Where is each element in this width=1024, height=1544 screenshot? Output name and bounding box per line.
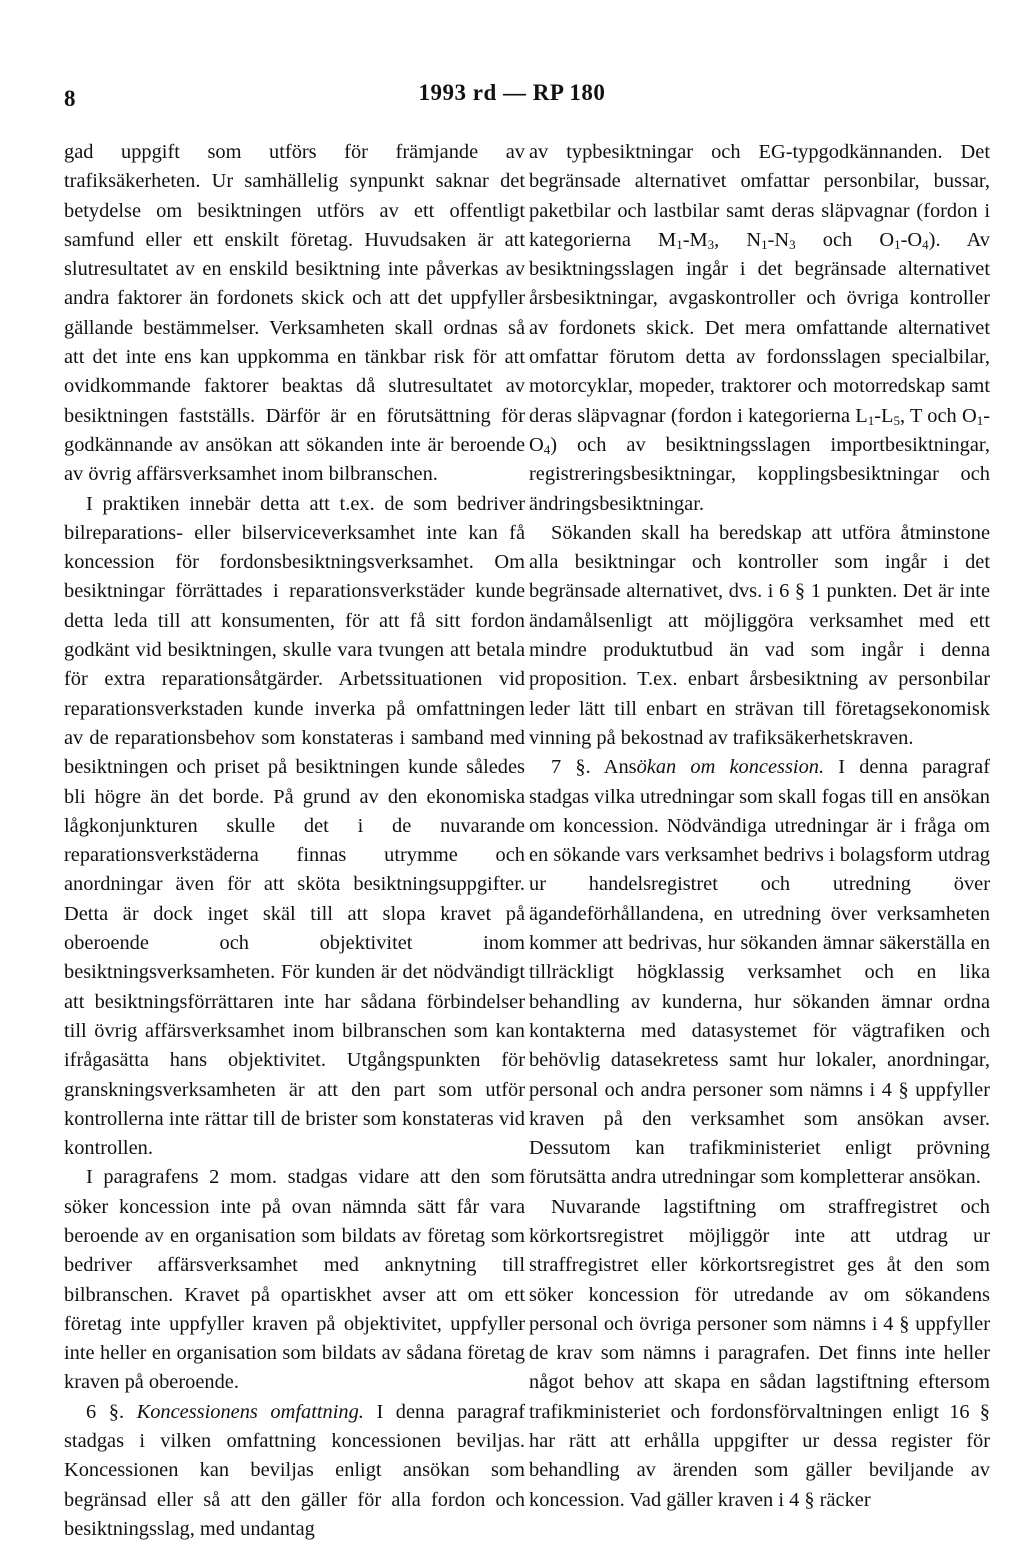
dash: -	[767, 228, 775, 251]
category-code: O	[907, 228, 923, 251]
paragraph: I paragrafens 2 mom. stadgas vidare att den som söker koncession inte på ovan nämnda sätt får vara beroende av en organisation som bildats av företag som bedriver affärsverksamhet med anknytning till bilbranschen. Kravet på opartiskhet avser att om ett företag inte uppfyller kraven på objektivitet, uppfyller inte heller en organisation som bildats av sådana företag kraven på oberoende.	[64, 1166, 525, 1394]
category-code: O	[529, 433, 544, 456]
subscript: 4	[922, 236, 929, 252]
paragraph-text: I denna paragraf stadgas vilka utredningar som skall fogas till en ansökan om koncession. Nödvändiga utredningar är i fråga om en sökande vars verksamhet bedrivs i bolagsform utdrag ur handelsregistret och utredning över ägandeförhållandena, en utredning över verksamheten kommer att bedrivas, hur sökanden ämnar säkerställa en tillräckligt högklassig verksamhet och en lika behandling av kunderna, hur sökanden ämnar ordna kontakterna med datasystemet för vägtrafiken och behövlig datasekretess samt hur lokaler, anordningar, personal och andra personer som nämns i 4 § uppfyller kraven på den verksamhet som ansökan avser. Dessutom kan trafikministeriet enligt prövning förutsätta andra utredningar som kompletterar ansökan.	[529, 756, 990, 1189]
category-code: M	[658, 228, 677, 251]
section-heading: ökan om koncession.	[636, 756, 825, 779]
category-code: M	[689, 228, 708, 251]
subscript: 5	[893, 412, 900, 428]
subscript: 4	[543, 441, 551, 457]
category-code: N	[746, 228, 762, 251]
paragraph: Sökanden skall ha beredskap att utföra åtminstone alla besiktningar och kontroller som ingår i det begränsade alternativet, dvs. i 6 § 1 punkten. Det är inte ändamålsenligt att möjliggöra verksamhet med ett mindre produktutbud än vad som ingår i denna proposition. T.ex. enbart årsbesiktning av personbilar leder lätt till enbart en strävan till företagsekonomisk vinning på bekostnad av trafiksäkerhetskraven.	[529, 521, 990, 749]
subscript: 3	[707, 236, 715, 252]
category-code: N	[774, 228, 790, 251]
running-head: 1993 rd — RP 180	[418, 80, 606, 105]
category-code: L	[855, 404, 868, 427]
category-code: O	[879, 228, 895, 251]
subscript: 1	[676, 236, 683, 252]
subscript: 1	[867, 412, 875, 428]
conjunction: och	[795, 228, 880, 251]
paragraph-text: , T och	[899, 404, 962, 427]
dash: -	[874, 404, 882, 427]
paragraph-text: ) och av besiktningsslagen importbesiktningar, registreringsbesiktningar, kopplingsbesiktningar och ändringsbesiktningar.	[529, 433, 990, 515]
paragraph-text: ). Av besiktningsslagen ingår i det begränsade alternativet årsbesiktningar, avgaskontroller och övriga kontroller av fordonets skick. Det mera omfattande alternativet omfattar förutom detta av fordonsslagen specialbilar, motorcyklar, mopeder, traktorer och motorredskap samt deras släpvagnar (fordon i kategorierna	[529, 228, 990, 427]
section-number: 6 §.	[86, 1400, 125, 1423]
paragraph: gad uppgift som utförs för främjande av trafiksäkerheten. Ur samhällelig synpunkt saknar det betydelse om besiktningen utförs av ett offentligt samfund eller ett enskilt företag. Huvudsaken är att slutresultatet av en enskild besiktning inte påverkas av andra faktorer än fordonets skick och att det uppfyller gällande bestämmelser. Verksamheten skall ordnas så att det inte ens kan uppkomma en tänkbar risk för att ovidkommande faktorer beaktas då slutresultatet av besiktningen fastställs. Därför är en förutsättning för godkännande av ansökan att sökanden inte är beroende av övrig affärsverksamhet inom bilbranschen.	[64, 141, 525, 486]
paragraph	[64, 1398, 525, 1544]
paragraph	[529, 138, 990, 519]
subscript: 3	[789, 236, 796, 252]
paragraph-text: I denna paragraf stadgas i vilken omfattning koncessionen beviljas. Koncessionen kan beviljas enligt ansökan som begränsad eller så att den gäller för alla fordon och besiktningsslag, med undantag	[64, 1400, 525, 1540]
paragraph: I praktiken innebär detta att t.ex. de som bedriver bilreparations- eller bilserviceverksamhet inte kan få koncession för fordonsbesiktningsverksamhet. Om besiktningar förrättades i reparationsverkstäder kunde detta leda till att konsumenten, för att få sitt fordon godkänt vid besiktningen, skulle vara tvungen att betala för extra reparationsåtgärder. Arbetssituationen vid reparationsverkstaden kunde inverka på omfattningen av de reparationsbehov som konstateras i samband med besiktningen och priset på besiktningen kunde således bli högre än det borde. På grund av den ekonomiska lågkonjunkturen skulle det i de nuvarande reparationsverkstäderna finnas utrymme och anordningar även för att sköta besiktningsuppgifter. Detta är dock inget skäl till att slopa kravet på oberoende och objektivitet inom besiktningsverksamheten. För kunden är det nödvändigt att besiktningsförrättaren inte har sådana förbindelser till övrig affärsverksamhet inom bilbranschen som kan ifrågasätta hans objektivitet. Utgångspunkten för granskningsverksamheten är att den part som utför kontrollerna inte rättar till de brister som konstateras vid kontrollen.	[64, 492, 525, 1160]
left-column	[64, 138, 525, 1544]
page-number: 8	[64, 86, 76, 111]
paragraph: Nuvarande lagstiftning om straffregistret och körkortsregistret möjliggör inte att utdrag ur straffregistret eller körkortsregistret ges åt den som söker koncession för utredande av om sökandens personal och övriga personer som nämns i 4 § uppfyller de krav som nämns i paragrafen. Det finns inte heller något behov att skapa en sådan lagstiftning eftersom trafikministeriet och fordonsförvaltningen enligt 16 § har rätt att erhålla uppgifter ur dessa register för behandling av ärenden som gäller beviljande av koncession. Vad gäller kraven i 4 § räcker	[529, 1195, 990, 1511]
subscript: 1	[894, 236, 901, 252]
category-code: L	[881, 404, 894, 427]
right-column	[529, 138, 990, 1515]
dash: -	[682, 228, 690, 251]
separator: ,	[714, 228, 747, 251]
paragraph-text: av typbesiktningar och EG-typgodkännanden. Det begränsade alternativet omfattar personbilar, bussar, paketbilar och lastbilar samt deras släpvagnar (fordon i kategorierna	[529, 141, 990, 251]
section-number: 7 §. Ans	[551, 756, 637, 779]
subscript: 1	[976, 412, 984, 428]
paragraph	[529, 753, 990, 1192]
dash: -	[983, 404, 990, 427]
section-heading: Koncessionens omfattning.	[136, 1400, 364, 1423]
category-code: O	[961, 404, 977, 427]
dash: -	[900, 228, 908, 251]
subscript: 1	[761, 236, 768, 252]
